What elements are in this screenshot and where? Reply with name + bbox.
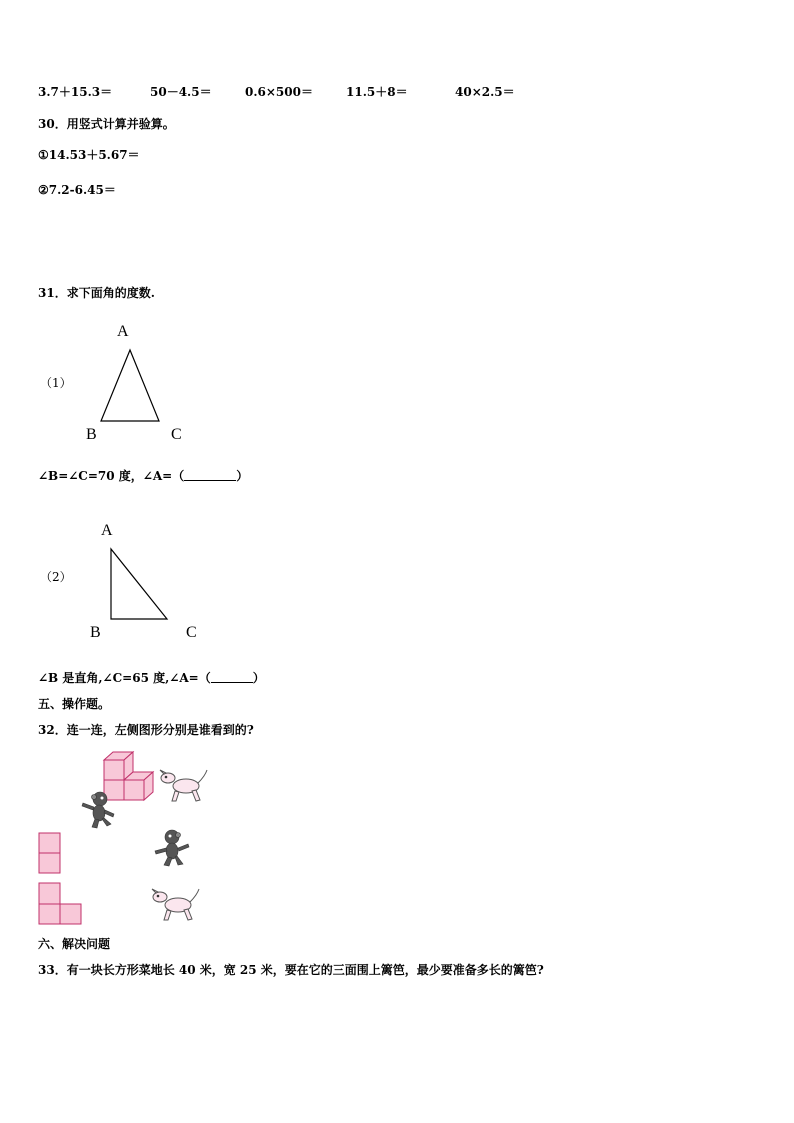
q30-item-1: ①14.53＋5.67＝ [38,148,140,162]
section5-title: 五、操作题。 [38,697,111,711]
q31-part2-label: （2） [40,570,72,584]
oral-calc-5: 40×2.5＝ [455,85,515,99]
q30-title: 30．用竖式计算并验算。 [38,117,175,131]
q33-text: 33．有一块长方形菜地长 40 米，宽 25 米，要在它的三面围上篱笆，最少要准备多长的篱笆? [38,963,544,977]
oral-calc-3: 0.6×500＝ [245,85,313,99]
oral-calc-2: 50－4.5＝ [150,85,212,99]
oral-calc-4: 11.5＋8＝ [346,85,408,99]
q31-title: 31．求下面角的度数. [38,286,155,300]
oral-calc-1: 3.7＋15.3＝ [38,85,113,99]
q30-item-2: ②7.2-6.45＝ [38,183,116,197]
triangle-1-vertex-c: C [171,426,182,443]
dog-icon [150,887,202,923]
q31-part1-label: （1） [40,376,72,390]
section6-title: 六、解决问题 [38,937,111,951]
q31-part1-question-close: ） [236,469,249,483]
q32-title: 32．连一连，左侧图形分别是谁看到的? [38,723,254,737]
triangle-1-vertex-a: A [117,323,129,340]
triangle-1-vertex-b: B [86,426,97,443]
q31-part2-question-text: ∠B 是直角,∠C=65 度,∠A=（ [38,671,211,685]
triangle-2-vertex-c: C [186,624,197,641]
q31-part2-question-close: ） [252,671,265,685]
triangle-2-vertex-a: A [101,522,113,539]
triangle-2-vertex-b: B [90,624,101,641]
q31-part1-question-text: ∠B=∠C=70 度，∠A=（ [38,469,185,483]
